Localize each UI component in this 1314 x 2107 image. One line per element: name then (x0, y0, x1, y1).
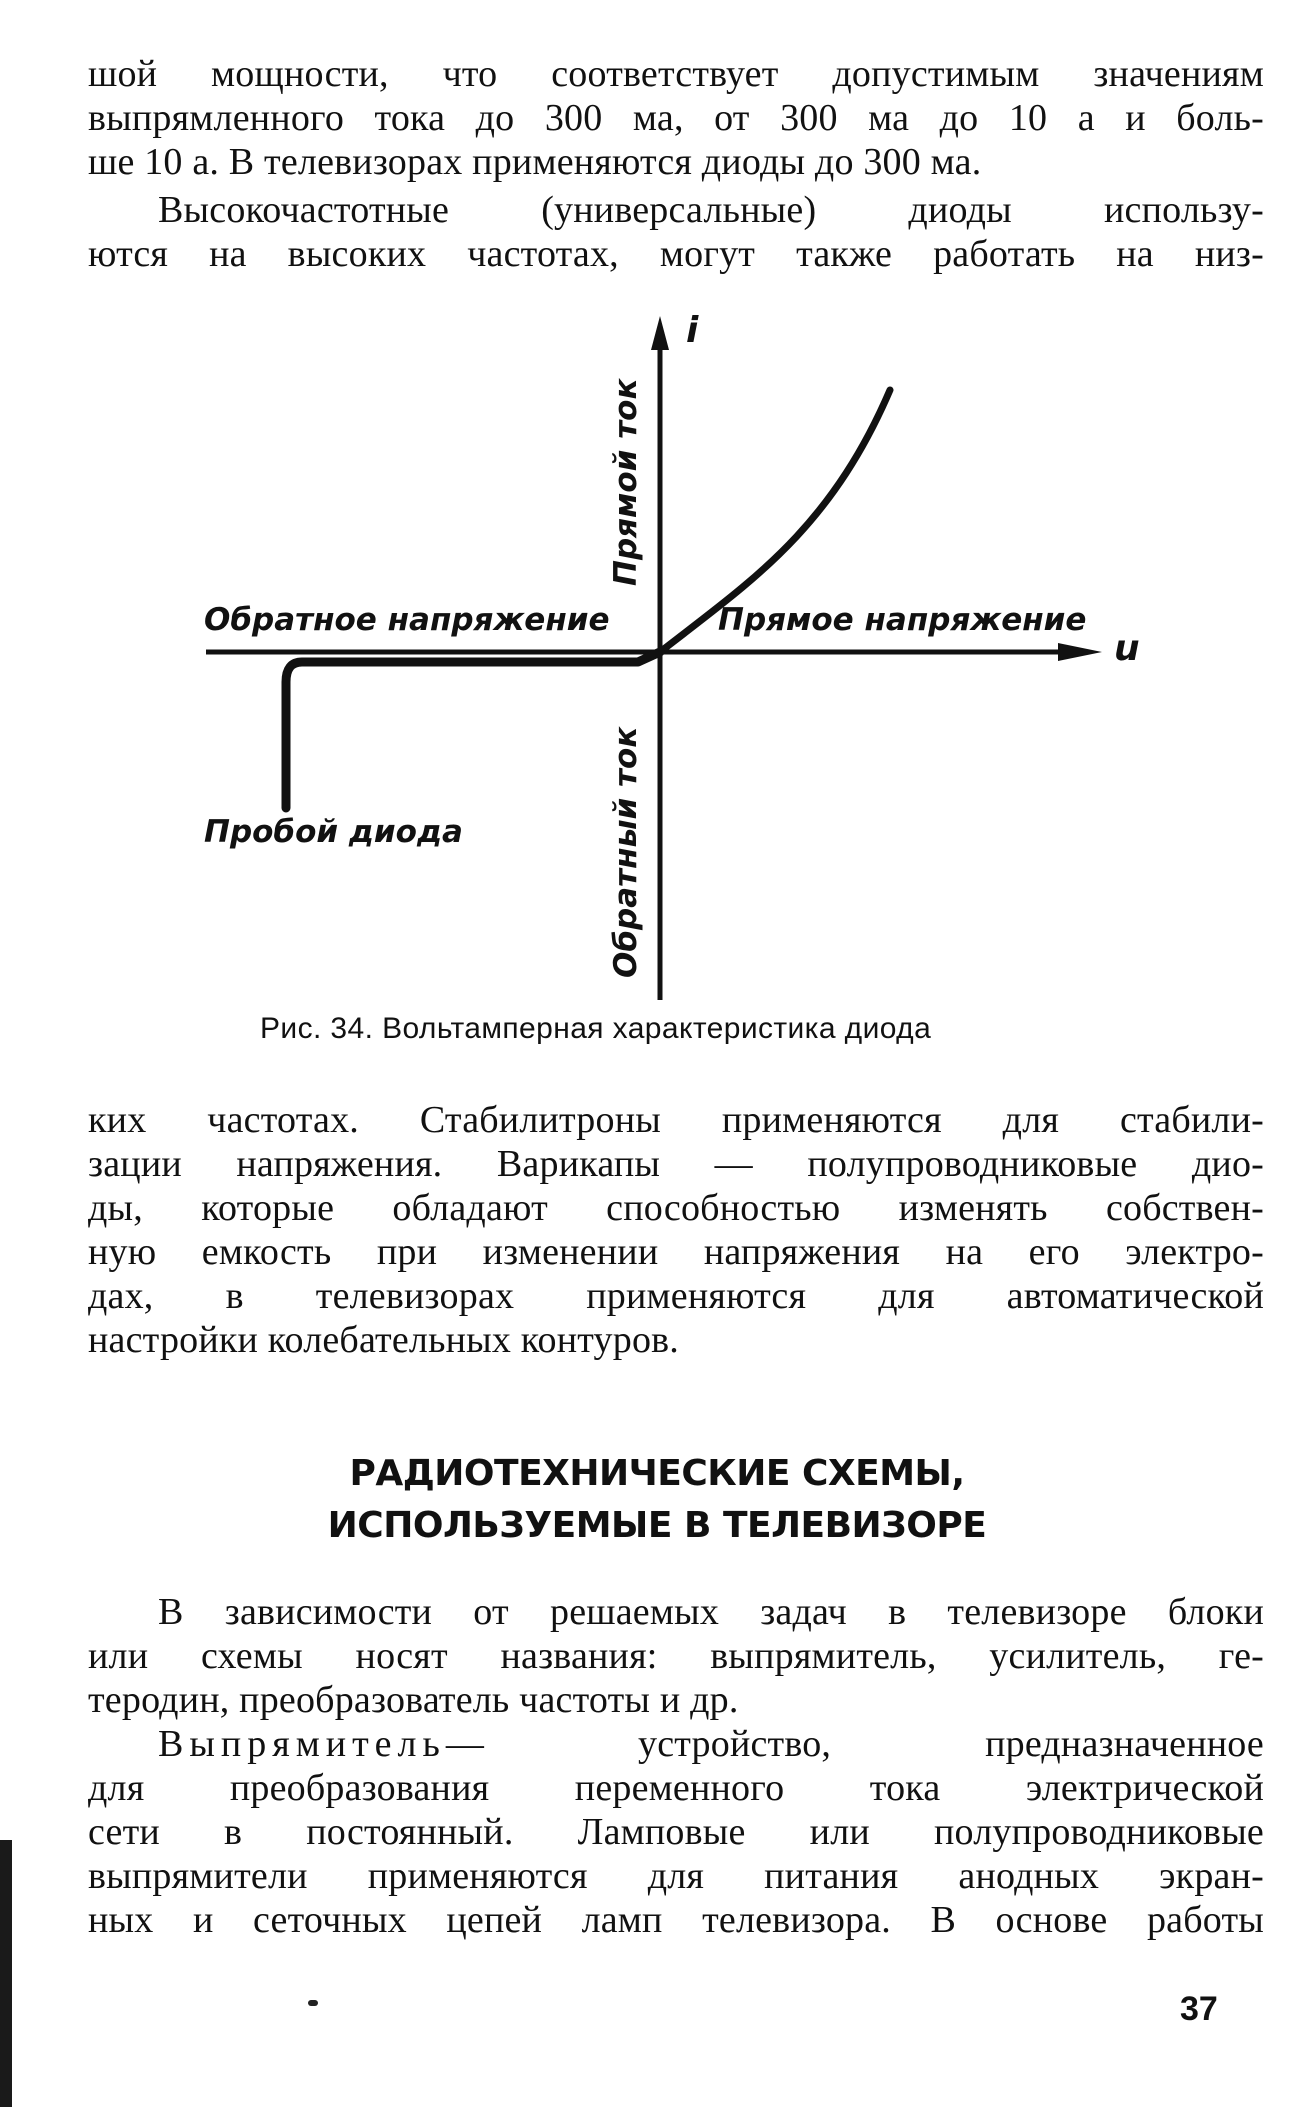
text-line: ных и сеточных цепей ламп телевизора. В основе работы (88, 1899, 1264, 1941)
label-reverse-voltage: Обратное напряжение (204, 602, 610, 638)
label-breakdown: Пробой диода (204, 814, 463, 850)
label-forward-current: Прямой ток (608, 378, 644, 586)
text-line: В зависимости от решаемых задач в телевизоре блоки (158, 1591, 1264, 1633)
current-axis-arrow-icon (651, 316, 669, 350)
figure-caption: Рис. 34. Вольтамперная характеристика диода (260, 1012, 932, 1045)
text-line: ную емкость при изменении напряжения на его электро- (88, 1231, 1264, 1273)
label-forward-voltage: Прямое напряжение (718, 602, 1087, 638)
paragraph-hf-diodes (88, 188, 1264, 276)
term-definition-start: — устройство, предназначенное (445, 1723, 1264, 1765)
text-line: ды, которые обладают способностью изменять собствен- (88, 1187, 1264, 1229)
text-line: ются на высоких частотах, могут также работать на низ- (88, 233, 1264, 275)
text-line: Высокочастотные (универсальные) диоды использу- (158, 189, 1264, 231)
label-reverse-current: Обратный ток (608, 726, 644, 978)
text-line: сети в постоянный. Ламповые или полупроводниковые (88, 1811, 1264, 1853)
diode-iv-figure (190, 310, 1150, 1010)
scan-dot-mark (308, 2000, 318, 2006)
text-line (88, 1722, 1264, 1766)
text-line: ких частотах. Стабилитроны применяются для стабили- (88, 1099, 1264, 1141)
text-line: дах, в телевизорах применяются для автоматической (88, 1275, 1264, 1317)
page-number: 37 (1180, 1990, 1218, 2028)
voltage-axis-arrow-icon (1058, 643, 1102, 661)
text-line: теродин, преобразователь частоты и др. (88, 1679, 739, 1721)
text-line: или схемы носят названия: выпрямитель, усилитель, ге- (88, 1635, 1264, 1677)
text-line: ше 10 а. В телевизорах применяются диоды до 300 ма. (88, 141, 982, 183)
axis-label-u: u (1114, 628, 1140, 669)
text-line: выпрямители применяются для питания анодных экран- (88, 1855, 1264, 1897)
text-line: для преобразования переменного тока электрической (88, 1767, 1264, 1809)
section-heading (200, 1448, 1114, 1552)
text-line: шой мощности, что соответствует допустимым значениям (88, 53, 1264, 95)
paragraph-stabilitrons (88, 1098, 1264, 1362)
paragraph-blocks (88, 1590, 1264, 1722)
reverse-characteristic-curve (286, 652, 660, 808)
text-line: зации напряжения. Варикапы — полупроводниковые дио- (88, 1143, 1264, 1185)
paragraph-rectifier-diodes (88, 52, 1264, 184)
iv-curve-plot (190, 310, 1150, 1010)
paragraph-rectifier (88, 1722, 1264, 1942)
heading-line: РАДИОТЕХНИЧЕСКИЕ СХЕМЫ, (349, 1453, 965, 1494)
term-rectifier: Выпрямитель (158, 1723, 446, 1765)
text-line: настройки колебательных контуров. (88, 1319, 679, 1361)
scan-edge-shadow (0, 1840, 12, 2107)
heading-line: ИСПОЛЬЗУЕМЫЕ В ТЕЛЕВИЗОРЕ (327, 1505, 987, 1546)
axis-label-i: i (686, 310, 699, 351)
text-line: выпрямленного тока до 300 ма, от 300 ма до 10 а и боль- (88, 97, 1264, 139)
